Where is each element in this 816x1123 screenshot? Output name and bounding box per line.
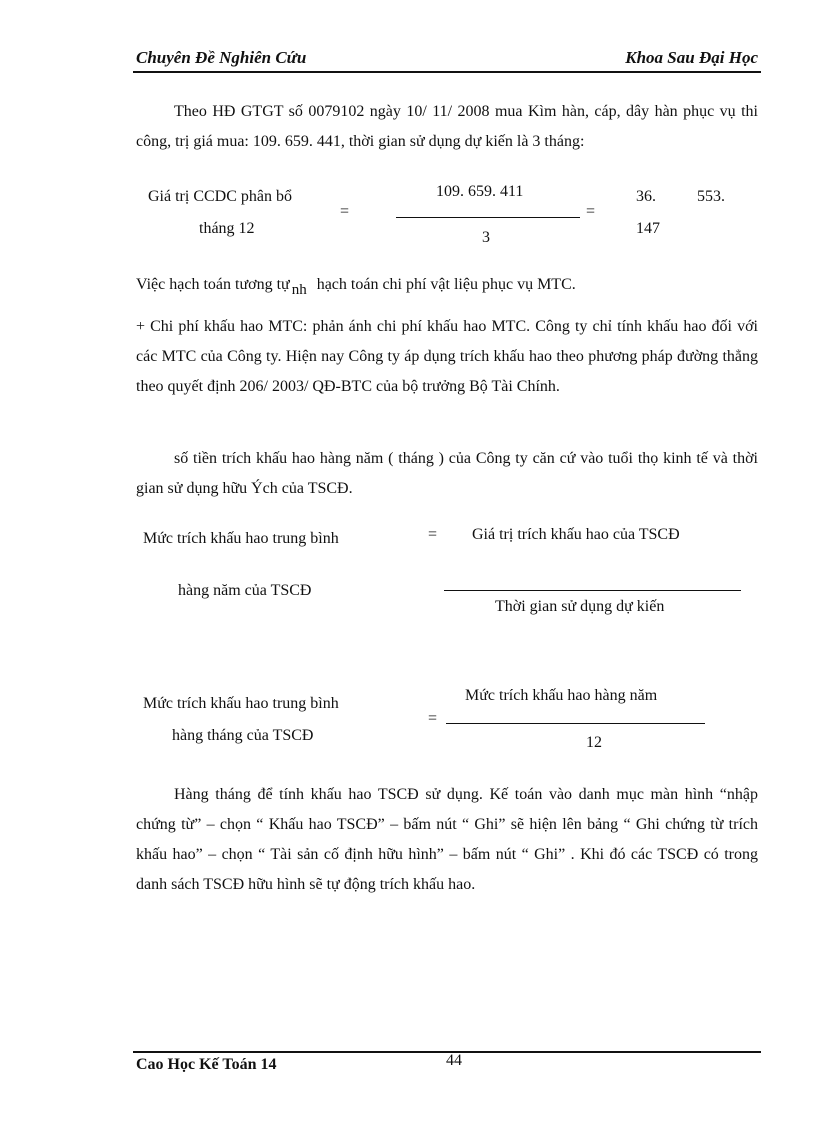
formula1-result-part-b: 553. — [697, 188, 725, 205]
formula2-denominator: Thời gian sử dụng dự kiến — [495, 598, 665, 615]
header-rule — [133, 71, 761, 73]
formula1-result-part-a: 36. — [636, 188, 656, 205]
paragraph-2-subscript: nh — [291, 282, 307, 298]
formula3-denominator: 12 — [586, 734, 602, 751]
formula2-numerator: Giá trị trích khấu hao của TSCĐ — [472, 526, 680, 543]
header-left-title: Chuyên Đề Nghiên Cứu — [136, 48, 307, 67]
paragraph-2-part2: hạch toán chi phí vật liệu phục vụ MTC. — [316, 276, 576, 293]
formula1-equals-2: = — [586, 203, 596, 220]
formula3-label-line1: Mức trích khấu hao trung bình — [143, 695, 339, 712]
formula1-label-line1: Giá trị CCDC phân bổ — [148, 188, 292, 205]
formula1-denominator: 3 — [482, 229, 490, 246]
paragraph-4: số tiền trích khấu hao hàng năm ( tháng ) của Công ty căn cứ vào tuổi thọ kinh tế và thời gian sử dụng hữu Ých của TSCĐ. — [136, 450, 758, 497]
formula3-numerator: Mức trích khấu hao hàng năm — [465, 687, 658, 704]
formula3-label-line2: hàng tháng của TSCĐ — [172, 727, 314, 744]
formula2-label-line1: Mức trích khấu hao trung bình — [143, 530, 339, 547]
formula3-fraction-line — [446, 723, 705, 724]
footer-left-title: Cao Học Kế Toán 14 — [136, 1056, 277, 1073]
paragraph-1: Theo HĐ GTGT số 0079102 ngày 10/ 11/ 2008 mua Kìm hàn, cáp, dây hàn phục vụ thi công, trị giá mua: 109. 659. 441, thời gian sử dụng dự kiến là 3 tháng: — [136, 103, 758, 150]
formula2-equals: = — [428, 526, 438, 543]
formula1-numerator: 109. 659. 411 — [436, 183, 524, 200]
formula1-result-part-c: 147 — [636, 220, 660, 237]
page-number: 44 — [446, 1052, 462, 1069]
paragraph-2-part1: Việc hạch toán tương tự — [136, 276, 290, 293]
paragraph-2 — [136, 276, 576, 298]
header-right-title: Khoa Sau Đại Học — [625, 48, 758, 67]
paragraph-5: Hàng tháng để tính khấu hao TSCĐ sử dụng. Kế toán vào danh mục màn hình “nhập chứng từ” – chọn “ Khấu hao TSCĐ” – bấm nút “ Ghi” sẽ hiện lên bảng “ Ghi chứng từ trích khấu hao” – chọn “ Tài sản cố định hữu hình” – bấm nút “ Ghi” . Khi đó các TSCĐ có trong danh sách TSCĐ hữu hình sẽ tự động trích khấu hao. — [136, 786, 758, 893]
formula1-equals-1: = — [340, 203, 350, 220]
paragraph-3: + Chi phí khấu hao MTC: phản ánh chi phí khấu hao MTC. Công ty chỉ tính khấu hao đối với các MTC của Công ty. Hiện nay Công ty áp dụng trích khấu hao theo phương pháp đường thẳng theo quyết định 206/ 2003/ QĐ-BTC của bộ trưởng Bộ Tài Chính. — [136, 318, 758, 395]
formula3-equals: = — [428, 710, 438, 727]
formula2-label-line2: hàng năm của TSCĐ — [178, 582, 312, 599]
formula1-fraction-line — [396, 217, 580, 218]
formula2-fraction-line — [444, 590, 741, 591]
formula1-label-line2: tháng 12 — [199, 220, 255, 237]
